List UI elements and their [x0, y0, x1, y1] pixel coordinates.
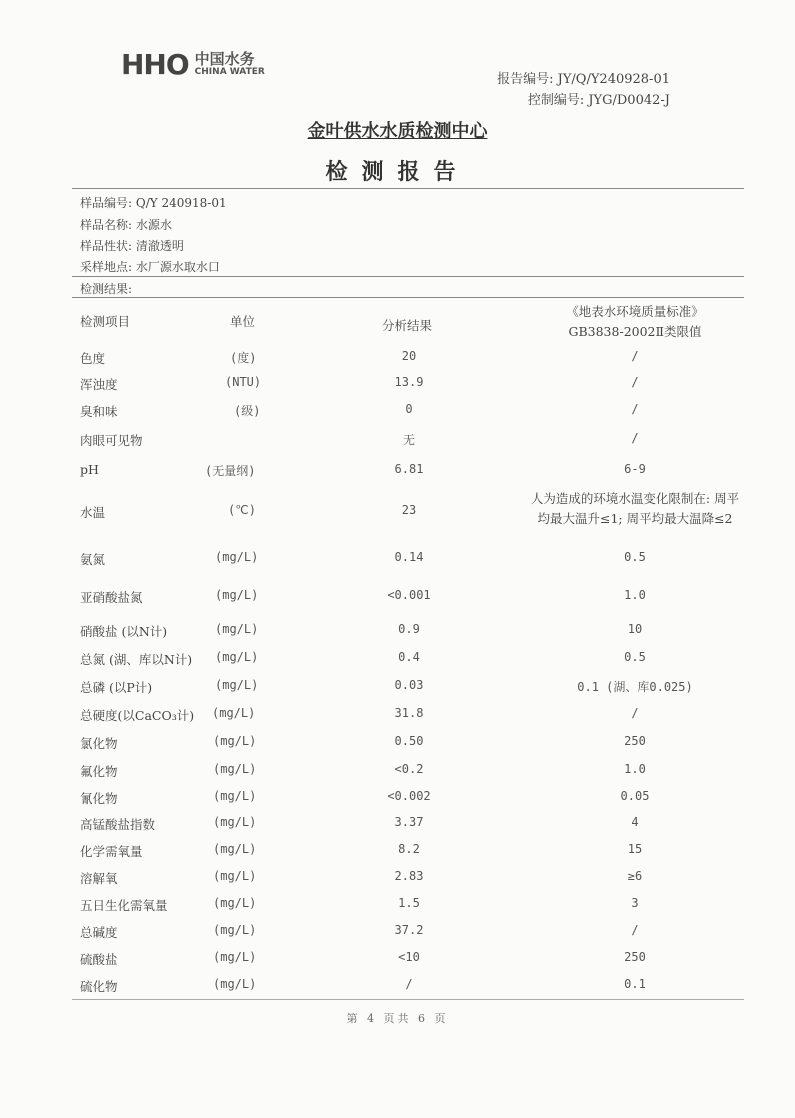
- row-item: 臭和味: [80, 404, 118, 419]
- header-standard: 《地表水环境质量标准》: [566, 304, 704, 319]
- row-unit: (mg/L): [213, 896, 257, 910]
- row-item: 浑浊度: [80, 377, 118, 392]
- row-standard: 1.0: [624, 762, 646, 776]
- row-unit: (mg/L): [215, 550, 259, 564]
- row-item: 总碱度: [80, 925, 118, 940]
- row-result: 2.83: [394, 869, 424, 883]
- row-standard-line2: 均最大温升≤1; 周平均最大温降≤2: [537, 511, 733, 526]
- row-result: 23: [401, 503, 417, 517]
- row-result: <0.2: [394, 762, 424, 776]
- row-unit: (mg/L): [213, 842, 257, 856]
- document-title: 检测报告: [325, 159, 470, 185]
- row-standard: 0.1: [624, 977, 646, 991]
- row-result: 无: [402, 433, 415, 447]
- row-unit: (mg/L): [213, 950, 257, 964]
- results-label: 检测结果:: [80, 282, 133, 296]
- row-result: 37.2: [394, 923, 424, 937]
- row-item: pH: [80, 462, 99, 477]
- row-item: 硝酸盐 (以N计): [80, 624, 168, 639]
- row-item: 溶解氧: [80, 871, 118, 886]
- row-unit: (mg/L): [213, 762, 257, 776]
- row-standard: /: [631, 706, 639, 720]
- row-standard: 3: [631, 896, 639, 910]
- row-result: 0.9: [398, 622, 420, 636]
- header-result: 分析结果: [382, 318, 433, 333]
- row-standard: /: [631, 375, 639, 389]
- row-item: 五日生化需氧量: [80, 898, 168, 913]
- row-standard: 4: [631, 815, 639, 829]
- row-item: 化学需氧量: [80, 844, 143, 859]
- row-item: 水温: [80, 505, 106, 520]
- row-unit: (度): [230, 351, 257, 365]
- row-standard: 250: [624, 950, 646, 964]
- row-standard: 0.1 (湖、库0.025): [577, 680, 693, 694]
- row-result: 0.4: [398, 650, 420, 664]
- row-standard: /: [631, 402, 639, 416]
- logo-english: CHINA WATER: [194, 67, 265, 77]
- row-result: 6.81: [394, 462, 424, 476]
- row-standard: 6-9: [624, 462, 646, 476]
- row-standard: /: [631, 349, 639, 363]
- sample-id: 样品编号: Q/Y 240918-01: [80, 196, 227, 210]
- row-item: 总磷 (以P计): [80, 680, 153, 695]
- row-unit: (mg/L): [213, 789, 257, 803]
- row-item: 氯化物: [80, 736, 118, 751]
- row-standard: ≥6: [627, 869, 643, 883]
- row-standard: 人为造成的环境水温变化限制在: 周平: [530, 491, 740, 506]
- row-standard: 250: [624, 734, 646, 748]
- row-result: <0.001: [387, 588, 431, 602]
- row-result: 0.50: [394, 734, 424, 748]
- header-item: 检测项目: [80, 314, 131, 329]
- row-unit: (mg/L): [213, 977, 257, 991]
- row-result: 13.9: [394, 375, 424, 389]
- row-result: 8.2: [398, 842, 420, 856]
- row-unit: (℃): [228, 503, 256, 517]
- row-item: 氰化物: [80, 791, 118, 806]
- row-item: 总氮 (湖、库以N计): [80, 652, 193, 667]
- row-result: 31.8: [394, 706, 424, 720]
- sample-name: 样品名称: 水源水: [80, 218, 172, 232]
- divider: [72, 297, 744, 298]
- report-number: 报告编号: JY/Q/Y240928-01: [497, 72, 670, 87]
- center-name: 金叶供水水质检测中心: [307, 121, 488, 142]
- header-standard-sub: GB3838-2002Ⅱ类限值: [568, 324, 702, 339]
- divider: [72, 188, 744, 189]
- row-unit: (mg/L): [213, 923, 257, 937]
- page-footer: 第 4 页共 6 页: [346, 1012, 449, 1025]
- company-logo: [121, 48, 265, 81]
- row-standard: 0.5: [624, 650, 646, 664]
- row-item: 硫化物: [80, 979, 118, 994]
- row-unit: (mg/L): [215, 622, 259, 636]
- logo-mark: HHO: [121, 48, 189, 81]
- row-unit: (mg/L): [215, 588, 259, 602]
- header-unit: 单位: [230, 314, 256, 329]
- row-standard: 1.0: [624, 588, 646, 602]
- row-result: 0: [405, 402, 413, 416]
- divider: [72, 999, 744, 1000]
- row-unit: (NTU): [225, 375, 262, 389]
- row-result: 0.14: [394, 550, 424, 564]
- row-item: 总硬度(以CaCO₃计): [80, 708, 195, 723]
- row-item: 高锰酸盐指数: [80, 817, 156, 832]
- row-unit: (无量纲): [205, 464, 256, 478]
- row-standard: /: [631, 431, 639, 445]
- row-result: 3.37: [394, 815, 424, 829]
- row-standard: 0.05: [620, 789, 650, 803]
- row-item: 色度: [80, 351, 106, 366]
- row-item: 肉眼可见物: [80, 433, 143, 448]
- row-result: /: [405, 977, 413, 991]
- row-item: 氟化物: [80, 764, 118, 779]
- row-item: 氨氮: [80, 552, 106, 567]
- row-standard: 0.5: [624, 550, 646, 564]
- control-number: 控制编号: JYG/D0042-J: [527, 93, 670, 108]
- row-result: 20: [401, 349, 417, 363]
- row-item: 硫酸盐: [80, 952, 118, 967]
- row-result: <0.002: [387, 789, 431, 803]
- row-result: 0.03: [394, 678, 424, 692]
- sample-location: 采样地点: 水厂源水取水口: [80, 260, 220, 274]
- row-item: 亚硝酸盐氮: [80, 590, 143, 605]
- row-unit: (mg/L): [212, 706, 256, 720]
- row-unit: (mg/L): [213, 734, 257, 748]
- divider: [72, 276, 744, 277]
- row-standard: 15: [627, 842, 643, 856]
- row-result: <10: [398, 950, 420, 964]
- row-unit: (mg/L): [213, 869, 257, 883]
- sample-property: 样品性状: 清澈透明: [80, 239, 184, 253]
- row-unit: (mg/L): [213, 815, 257, 829]
- row-unit: (级): [234, 404, 261, 418]
- logo-chinese: 中国水务: [194, 50, 255, 68]
- row-unit: (mg/L): [215, 650, 259, 664]
- row-unit: (mg/L): [215, 678, 259, 692]
- row-standard: /: [631, 923, 639, 937]
- row-standard: 10: [627, 622, 643, 636]
- row-result: 1.5: [398, 896, 420, 910]
